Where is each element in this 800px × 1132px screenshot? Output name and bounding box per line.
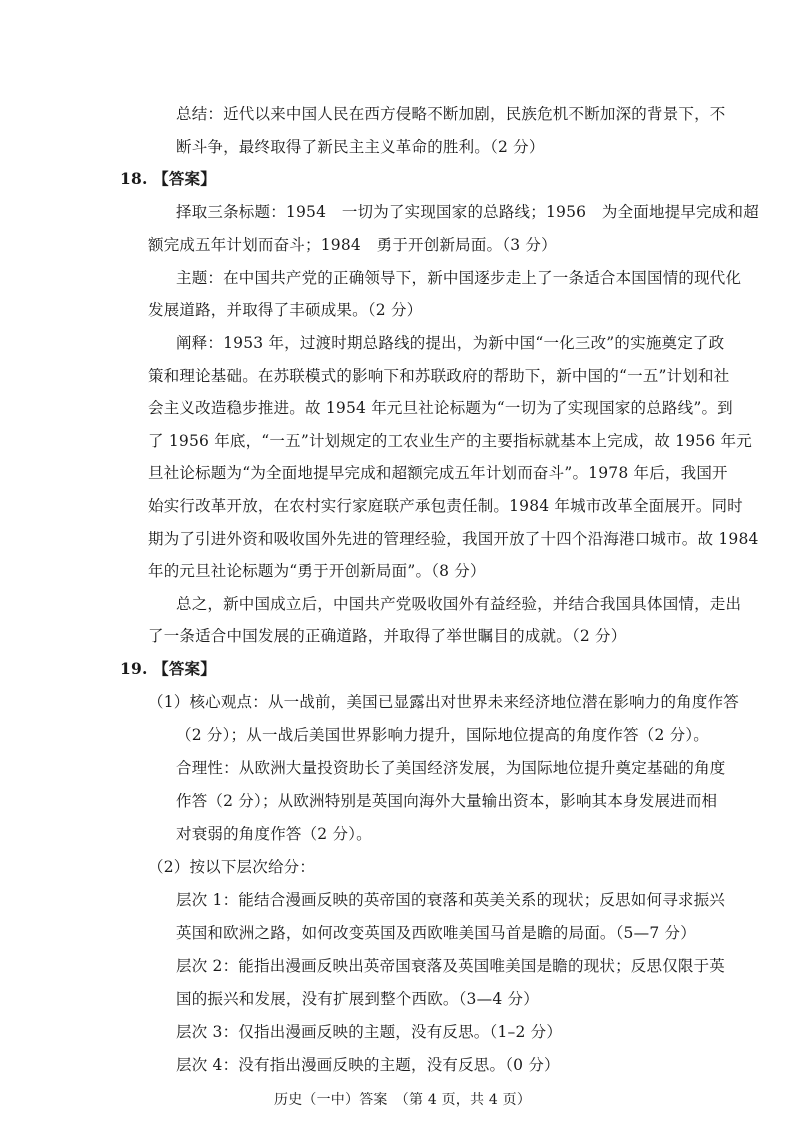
- q19-part1-line5: 对衰弱的角度作答（2 分）。: [176, 825, 372, 843]
- q18-explain-line8: 年的元旦社论标题为“勇于开创新局面”。（8 分）: [148, 562, 486, 580]
- q18-conclusion-line1: 总之，新中国成立后，中国共产党吸收国外有益经验，并结合我国具体国情，走出: [176, 595, 742, 613]
- q18-theme-line1: 主题：在中国共产党的正确领导下，新中国逐步走上了一条适合本国国情的现代化: [176, 269, 742, 287]
- q19-header: 19. 【答案】: [120, 659, 216, 678]
- q18-titles-line1: 择取三条标题：1954 一切为了实现国家的总路线；1956 为全面地提早完成和超: [176, 203, 759, 221]
- q18-conclusion-line2: 了一条适合中国发展的正确道路，并取得了举世瞩目的成就。（2 分）: [148, 627, 627, 645]
- q19-level4: 层次 4：没有指出漫画反映的主题，没有反思。（0 分）: [176, 1056, 560, 1074]
- summary17-line2: 断斗争，最终取得了新民主主义革命的胜利。（2 分）: [176, 138, 545, 156]
- q18-explain-line3: 会主义改造稳步推进。故 1954 年元旦社论标题为“一切为了实现国家的总路线”。到: [148, 399, 733, 417]
- q19-level1-line1: 层次 1：能结合漫画反映的英帝国的衰落和英美关系的现状；反思如何寻求振兴: [176, 891, 725, 909]
- q19-part1-line4: 作答（2 分）；从欧洲特别是英国向海外大量输出资本，影响其本身发展进而相: [176, 792, 718, 810]
- q18-explain-line6: 始实行改革开放，在农村实行家庭联产承包责任制。1984 年城市改革全面展开。同时: [148, 497, 743, 515]
- summary17-line1: 总结：近代以来中国人民在西方侵略不断加剧，民族危机不断加深的背景下，不: [176, 105, 726, 123]
- page-footer: 历史（一中）答案 （第 4 页，共 4 页）: [274, 1092, 532, 1108]
- q18-explain-line4: 了 1956 年底，“一五”计划规定的工农业生产的主要指标就基本上完成，故 1956 年元: [148, 432, 752, 450]
- q18-explain-line1: 阐释：1953 年，过渡时期总路线的提出，为新中国“一化三改”的实施奠定了政: [176, 334, 725, 352]
- q19-part1-line2: （2 分）；从一战后美国世界影响力提升，国际地位提高的角度作答（2 分）。: [176, 726, 709, 744]
- q18-explain-line7: 期为了引进外资和吸收国外先进的管理经验，我国开放了十四个沿海港口城市。故 1984: [148, 530, 759, 548]
- q18-explain-line5: 旦社论标题为“为全面地提早完成和超额完成五年计划而奋斗”。1978 年后，我国开: [148, 464, 728, 482]
- q19-part1-line3: 合理性：从欧洲大量投资助长了美国经济发展，为国际地位提升奠定基础的角度: [176, 759, 726, 777]
- q19-part1-line1: （1）核心观点：从一战前，美国已显露出对世界未来经济地位潜在影响力的角度作答: [148, 693, 739, 711]
- q19-level1-line2: 英国和欧洲之路，如何改变英国及西欧唯美国马首是瞻的局面。（5—7 分）: [176, 924, 696, 942]
- q19-level2-line2: 国的振兴和发展，没有扩展到整个西欧。（3—4 分）: [176, 990, 539, 1008]
- q19-level2-line1: 层次 2：能指出漫画反映出英帝国衰落及英国唯美国是瞻的现状；反思仅限于英: [176, 957, 725, 975]
- q19-part2-intro: （2）按以下层次给分：: [148, 858, 316, 876]
- q18-header: 18. 【答案】: [120, 169, 216, 188]
- q18-titles-line2: 额完成五年计划而奋斗；1984 勇于开创新局面。（3 分）: [148, 236, 557, 254]
- q18-explain-line2: 策和理论基础。在苏联模式的影响下和苏联政府的帮助下，新中国的“一五”计划和社: [148, 367, 730, 385]
- q19-level3: 层次 3：仅指出漫画反映的主题，没有反思。（1–2 分）: [176, 1023, 563, 1041]
- q18-theme-line2: 发展道路，并取得了丰硕成果。（2 分）: [148, 301, 423, 319]
